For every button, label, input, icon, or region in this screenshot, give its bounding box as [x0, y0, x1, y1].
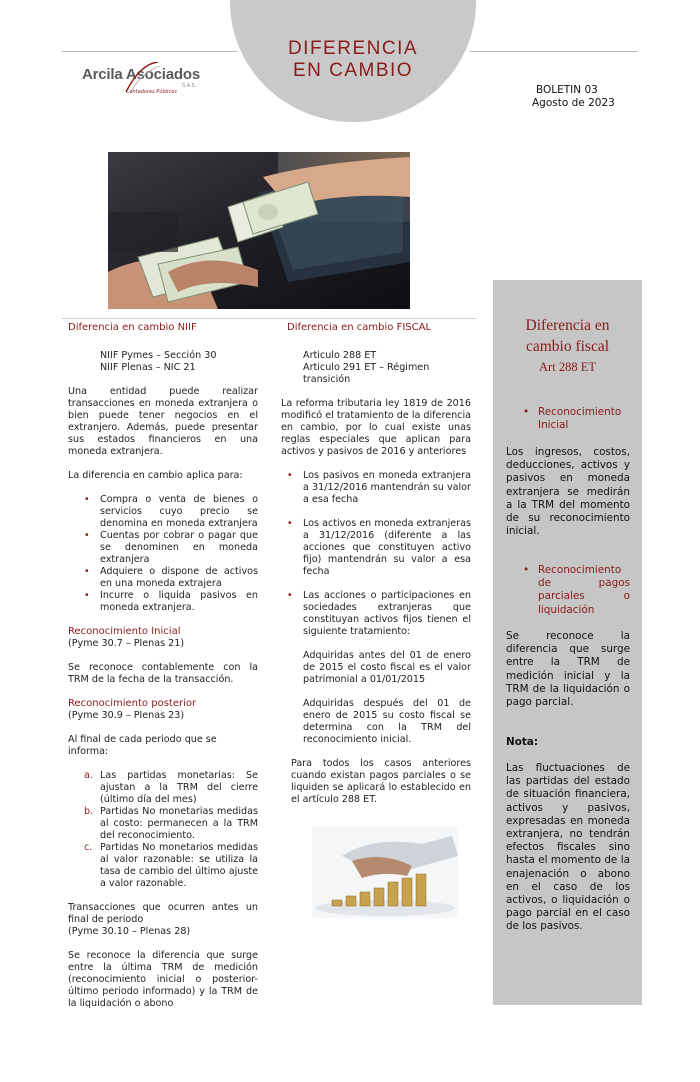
sidebar-text-1: Los ingresos, costos, deducciones, activos y pasivos en moneda extranjera se medirán a la TRM del momento de su reconocimiento inicial.: [506, 446, 630, 538]
rec-inicial-ref: (Pyme 30.7 – Plenas 21): [68, 638, 185, 649]
fiscal-sub-2: Adquiridas después del 01 de enero de 2015 su costo fiscal se determina con la TRM del reconocimiento inicial.: [303, 698, 471, 745]
list-item: [84, 842, 258, 890]
niif-final-text: Se reconoce la diferencia que surge entre la última TRM de medición (reconocimiento inicial o posterior- último periodo informado) y la TRM de la liquidación o abono: [68, 950, 258, 1009]
content-divider: [62, 318, 476, 319]
niif-ref-2: NIIF Plenas – NIC 21: [100, 362, 196, 373]
list-item: • Los activos en moneda extranjeras a 31/12/2016 (diferente a las acciones que constituyen activo fijo) mantendrán su valor a esa fecha: [303, 518, 471, 578]
sidebar-title-line-2: cambio fiscal: [525, 338, 610, 355]
coins-stack-image: [312, 826, 458, 918]
logo-name: Arcila Asociados: [82, 66, 200, 83]
list-item: • Compra o venta de bienes o servicios cuyo precio se denomina en moneda extranjera: [100, 494, 258, 530]
list-item-text: Partidas No monetarios medidas al valor razonable: se utiliza la tasa de cambio del último ajuste a valor razonable.: [100, 842, 258, 889]
rec-posterior-ref: (Pyme 30.9 – Plenas 23): [68, 710, 185, 721]
fiscal-closing: Para todos los casos anteriores cuando existan pagos parciales o se liquiden se aplicará lo establecido en el artículo 288 ET.: [291, 758, 471, 805]
fiscal-ref-1: Articulo 288 ET: [303, 350, 377, 361]
rec-inicial-heading: Reconocimiento Inicial: [68, 626, 181, 637]
fiscal-column: [281, 322, 471, 818]
fiscal-heading: Diferencia en cambio FISCAL: [287, 322, 432, 333]
sidebar-subtitle: Art 288 ET: [539, 360, 596, 374]
fiscal-ref-2: Articulo 291 ET – Régimen transición: [303, 362, 430, 385]
rec-posterior-heading: Reconocimiento posterior: [68, 698, 197, 709]
fiscal-sub-1: Adquiridas antes del 01 de enero de 2015 el costo fiscal es el valor patrimonial a 01/01/2015: [303, 650, 471, 685]
list-marker: c.: [84, 842, 93, 853]
rec-posterior-text: Al final de cada periodo que se informa:: [68, 734, 217, 757]
niif-intro: Una entidad puede realizar transacciones en moneda extranjera o bien puede tener negocios en el extranjero. Además, puede presentar sus estados financieros en una moneda extranjera.: [68, 386, 258, 457]
header-rule-left: [62, 51, 237, 52]
sidebar-title: [493, 315, 642, 378]
title-line-2: EN CAMBIO: [292, 60, 414, 81]
logo-subtitle: Contadores Públicos: [126, 89, 177, 95]
list-item: • Los pasivos en moneda extranjera a 31/12/2016 mantendrán su valor a esa fecha: [303, 470, 471, 506]
company-logo: [82, 66, 212, 102]
niif-aplica: La diferencia en cambio aplica para:: [68, 470, 243, 481]
bullet-icon: •: [523, 406, 530, 418]
header-rule-right: [470, 51, 638, 52]
bulletin-number: BOLETIN 03: [536, 84, 598, 96]
sidebar-nota-text: Las fluctuaciones de las partidas del estado de situación financiera, activos y pasivos, expresadas en moneda extranjera, no tendrán efectos fiscales sino hasta el momento de la enajenación o abono en el caso de los activos, o liquidación o pago parcial en el caso de los pasivos.: [506, 762, 630, 933]
list-item: [84, 806, 258, 842]
sidebar-bullet-1: Reconocimiento Inicial: [538, 406, 622, 432]
list-item-text: Las partidas monetarias: Se ajustan a la TRM del cierre (último día del mes): [100, 770, 258, 805]
bulletin-info: [532, 84, 615, 110]
fiscal-bullet-list: [281, 470, 471, 638]
sidebar-nota-label: Nota:: [506, 736, 538, 748]
list-item: [84, 770, 258, 806]
title-line-1: DIFERENCIA: [287, 38, 419, 59]
rec-inicial-text: Se reconoce contablemente con la TRM de la fecha de la transacción.: [68, 662, 258, 685]
list-item: • Cuentas por cobrar o pagar que se denominen en moneda extranjera: [100, 530, 258, 566]
list-item: • Adquiere o dispone de activos en una moneda extrajera: [100, 566, 258, 590]
logo-sas: S.A.S.: [182, 83, 197, 89]
list-item-text: Partidas No monetarias medidas al costo: permanecen a la TRM del reconocimiento.: [100, 806, 258, 841]
bullet-icon: •: [523, 564, 530, 576]
niif-heading: Diferencia en cambio NIIF: [68, 322, 197, 333]
niif-bullet-list: [68, 494, 258, 614]
niif-ref-1: NIIF Pymes – Sección 30: [100, 350, 217, 361]
sidebar-text-2: Se reconoce la diferencia que surge entre la TRM de medición inicial y la TRM de la liquidación o pago parcial.: [506, 630, 630, 709]
fiscal-sidebar: [493, 280, 642, 1005]
list-item: • Las acciones o participaciones en sociedades extranjeras que constituyan activos fijos tienen el siguiente tratamiento:: [303, 590, 471, 638]
list-marker: a.: [84, 770, 93, 781]
list-marker: b.: [84, 806, 94, 817]
niif-column: [68, 322, 258, 1022]
sidebar-bullet-2: Reconocimiento de pagos parciales o liquidación: [538, 564, 630, 616]
transacciones-ref: (Pyme 30.10 – Plenas 28): [68, 926, 191, 937]
fiscal-intro: La reforma tributaria ley 1819 de 2016 modificó el tratamiento de la diferencia en cambio, por lo cual existe unas reglas especiales que aplican para activos y pasivos de 2016 y anteriores: [281, 398, 471, 457]
list-item: • Incurre o liquida pasivos en moneda extranjera.: [100, 590, 258, 614]
money-exchange-image: [108, 152, 410, 309]
photo-main: [108, 152, 410, 309]
niif-alpha-list: [68, 770, 258, 890]
page-title: [230, 38, 476, 82]
transacciones-text: Transacciones que ocurren antes un final de periodo: [68, 902, 258, 925]
photo-coins: [312, 826, 458, 918]
bulletin-date: Agosto de 2023: [532, 97, 615, 109]
sidebar-title-line-1: Diferencia en: [525, 317, 610, 334]
